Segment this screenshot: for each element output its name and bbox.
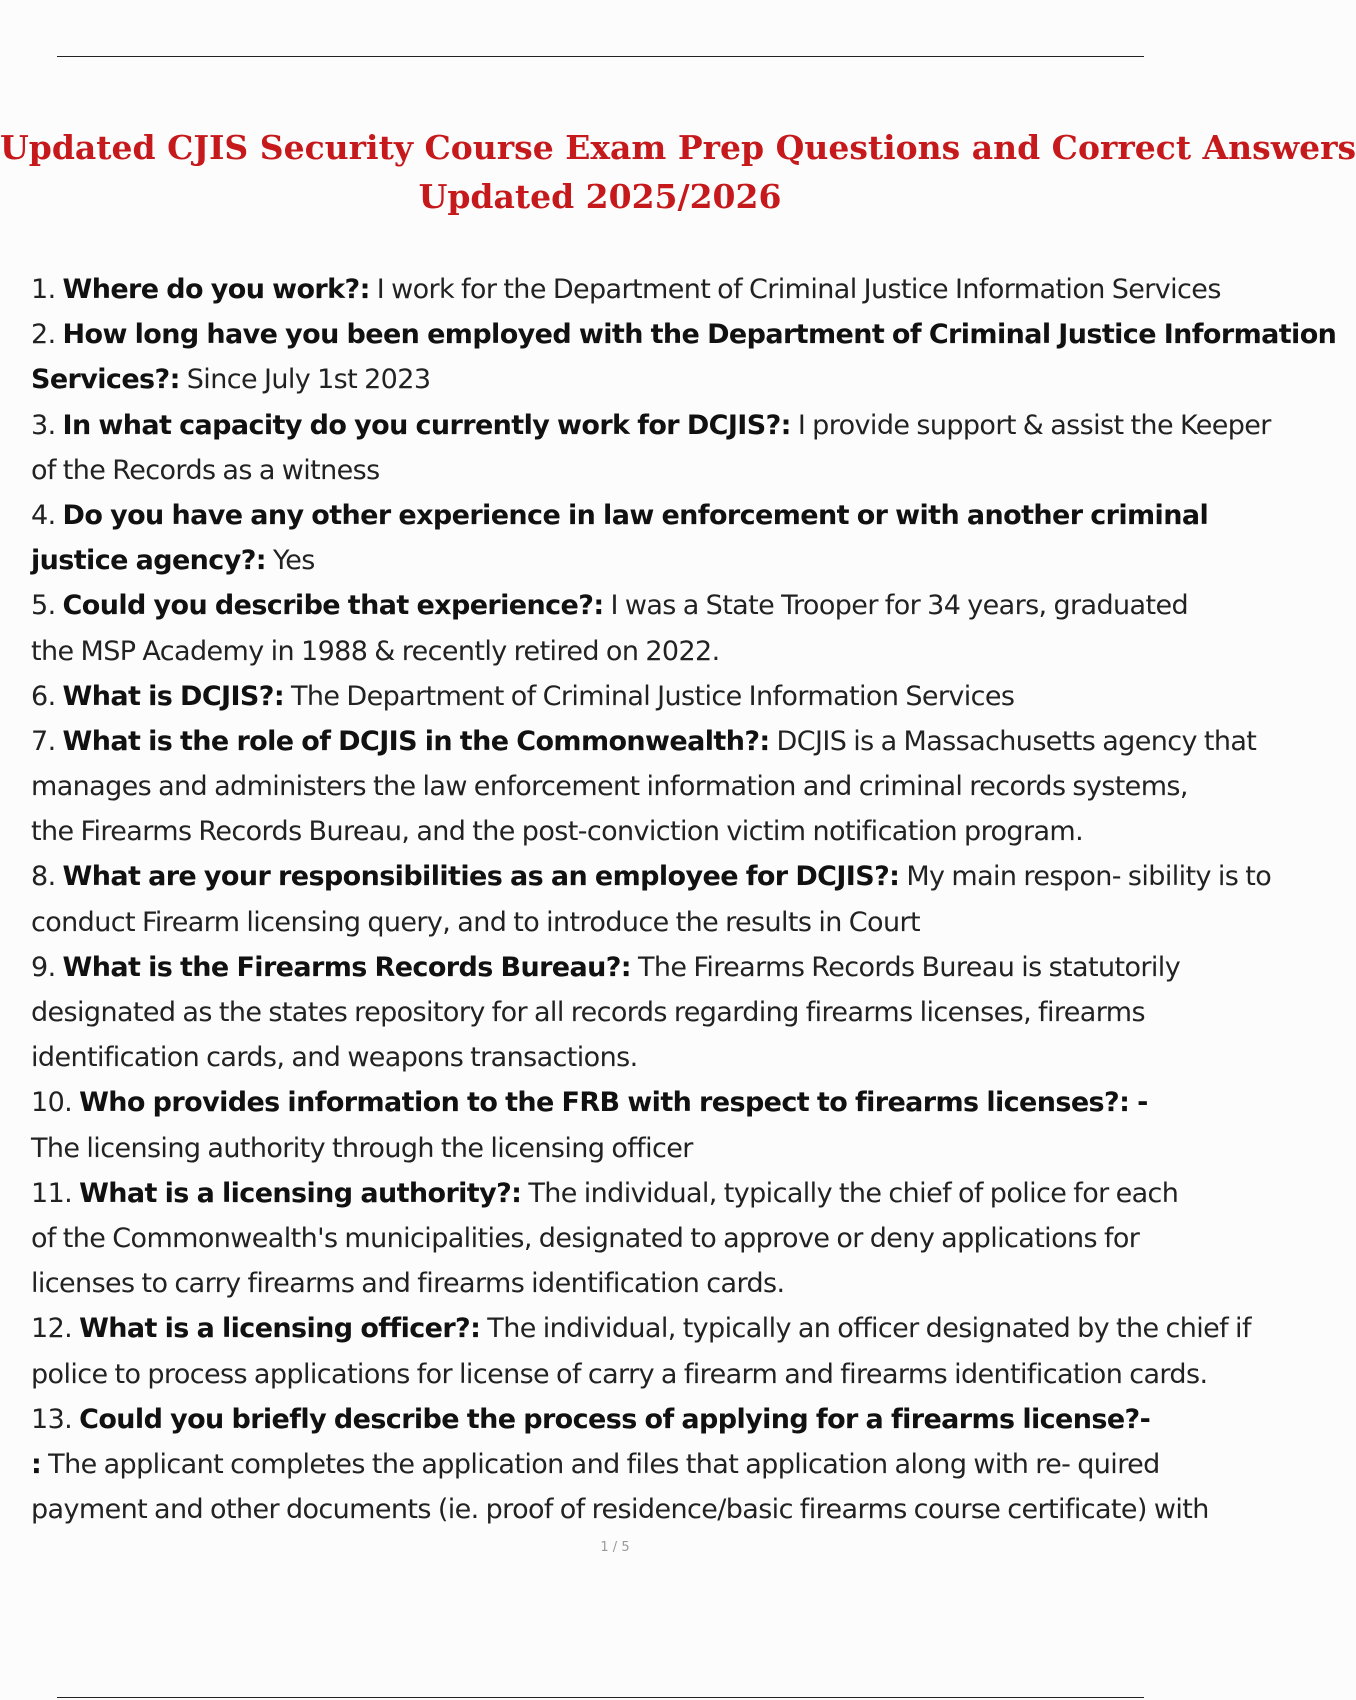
question-text: Could you briefly describe the process of applying for a firearms license?-: [79, 1403, 1151, 1435]
answer-text: of the Commonwealth's municipalities, designated to approve or deny applications for: [31, 1222, 1140, 1254]
qa-line: [31, 583, 1200, 628]
qa-line: [31, 900, 1200, 945]
question-text: Could you describe that experience?:: [62, 590, 604, 622]
qa-line: [31, 1171, 1200, 1216]
question-number: 7.: [31, 725, 56, 757]
title-line-2: Updated 2025/2026: [418, 177, 782, 216]
qa-line: [31, 1352, 1208, 1397]
question-text: In what capacity do you currently work for DCJIS?:: [62, 409, 791, 441]
title-line-1: Updated CJIS Security Course Exam Prep Questions and Correct Answers: [0, 128, 1356, 167]
answer-text: identification cards, and weapons transactions.: [31, 1042, 638, 1074]
qa-line: [31, 629, 1200, 674]
question-number: 6.: [31, 680, 56, 712]
qa-line: [31, 448, 1200, 493]
qa-line: [31, 990, 1200, 1035]
question-number: 3.: [31, 409, 56, 441]
qa-line: [31, 267, 1221, 312]
question-number: 4.: [31, 499, 56, 531]
answer-text: police to process applications for license of carry a firearm and firearms identification cards.: [31, 1358, 1208, 1390]
answer-text: The individual, typically an officer designated by the chief if: [480, 1313, 1251, 1345]
question-number: 13.: [31, 1403, 73, 1435]
answer-text: The applicant completes the application and files that application along with re- quired: [41, 1448, 1160, 1480]
question-answer-list: [31, 267, 1337, 1532]
question-number: 11.: [31, 1177, 73, 1209]
answer-text: Yes: [265, 545, 315, 577]
question-text: What is DCJIS?:: [62, 680, 285, 712]
question-number: 8.: [31, 861, 56, 893]
document-title: [0, 123, 1356, 221]
qa-line: [31, 945, 1200, 990]
top-rule: [57, 56, 1144, 57]
question-text: What is a licensing authority?:: [79, 1177, 522, 1209]
qa-line: [31, 1442, 1200, 1487]
question-text: Who provides information to the FRB with respect to firearms licenses?: -: [79, 1087, 1148, 1119]
qa-line: [31, 1035, 1200, 1080]
qa-line: [31, 312, 1337, 357]
question-text: Services?:: [31, 364, 180, 396]
question-number: 12.: [31, 1313, 73, 1345]
qa-line: [31, 764, 1200, 809]
qa-line: [31, 538, 1200, 583]
question-text: Do you have any other experience in law enforcement or with another criminal: [62, 499, 1209, 531]
answer-text: I provide support & assist the Keeper: [790, 409, 1271, 441]
qa-line: [31, 1487, 1209, 1532]
answer-text: of the Records as a witness: [31, 454, 380, 486]
answer-text: I work for the Department of Criminal Justice Information Services: [369, 274, 1221, 305]
question-text: justice agency?:: [31, 545, 266, 577]
question-number: 5.: [31, 590, 56, 622]
question-text: How long have you been employed with the Department of Criminal Justice Information: [62, 319, 1337, 351]
question-text: :: [31, 1448, 42, 1480]
question-number: 2.: [31, 319, 56, 351]
answer-text: The Firearms Records Bureau is statutorily: [631, 951, 1181, 983]
answer-text: The licensing authority through the licensing officer: [31, 1132, 693, 1164]
question-text: What are your responsibilities as an employee for DCJIS?:: [62, 861, 900, 893]
qa-line: [31, 493, 1209, 538]
qa-line: [31, 1306, 1251, 1351]
answer-text: conduct Firearm licensing query, and to introduce the results in Court: [31, 906, 920, 938]
answer-text: payment and other documents (ie. proof of residence/basic firearms course certificate) with: [31, 1494, 1209, 1526]
question-text: What is the Firearms Records Bureau?:: [62, 951, 632, 983]
question-number: 10.: [31, 1087, 73, 1119]
qa-line: [31, 1397, 1200, 1442]
answer-text: the Firearms Records Bureau, and the post-conviction victim notification program.: [31, 816, 1084, 848]
qa-line: [31, 809, 1200, 854]
answer-text: I was a State Trooper for 34 years, graduated: [603, 590, 1189, 622]
question-text: What is a licensing officer?:: [79, 1313, 481, 1345]
answer-text: the MSP Academy in 1988 & recently retired on 2022.: [31, 635, 720, 667]
qa-line: [31, 1216, 1200, 1261]
qa-line: [31, 403, 1271, 448]
question-text: Where do you work?:: [62, 274, 370, 305]
answer-text: licenses to carry firearms and firearms identification cards.: [31, 1268, 785, 1300]
question-number: 1.: [31, 274, 56, 305]
answer-text: Since July 1st 2023: [179, 364, 431, 396]
qa-line: [31, 1261, 1200, 1306]
answer-text: The Department of Criminal Justice Information Services: [284, 680, 1015, 712]
answer-text: DCJIS is a Massachusetts agency that: [769, 725, 1257, 757]
qa-line: [31, 357, 1200, 402]
qa-line: [31, 854, 1272, 899]
answer-text: designated as the states repository for all records regarding firearms licenses, firearms: [31, 997, 1145, 1028]
qa-line: [31, 1080, 1200, 1125]
question-text: What is the role of DCJIS in the Commonwealth?:: [62, 725, 770, 757]
answer-text: manages and administers the law enforcement information and criminal records systems,: [31, 771, 1188, 803]
qa-line: [31, 719, 1257, 764]
page-number: 1 / 5: [600, 1540, 630, 1555]
bottom-rule: [57, 1697, 1144, 1698]
qa-line: [31, 1126, 1200, 1171]
qa-line: [31, 674, 1200, 719]
answer-text: My main respon- sibility is to: [899, 861, 1272, 893]
question-number: 9.: [31, 951, 56, 983]
answer-text: The individual, typically the chief of police for each: [521, 1177, 1179, 1209]
